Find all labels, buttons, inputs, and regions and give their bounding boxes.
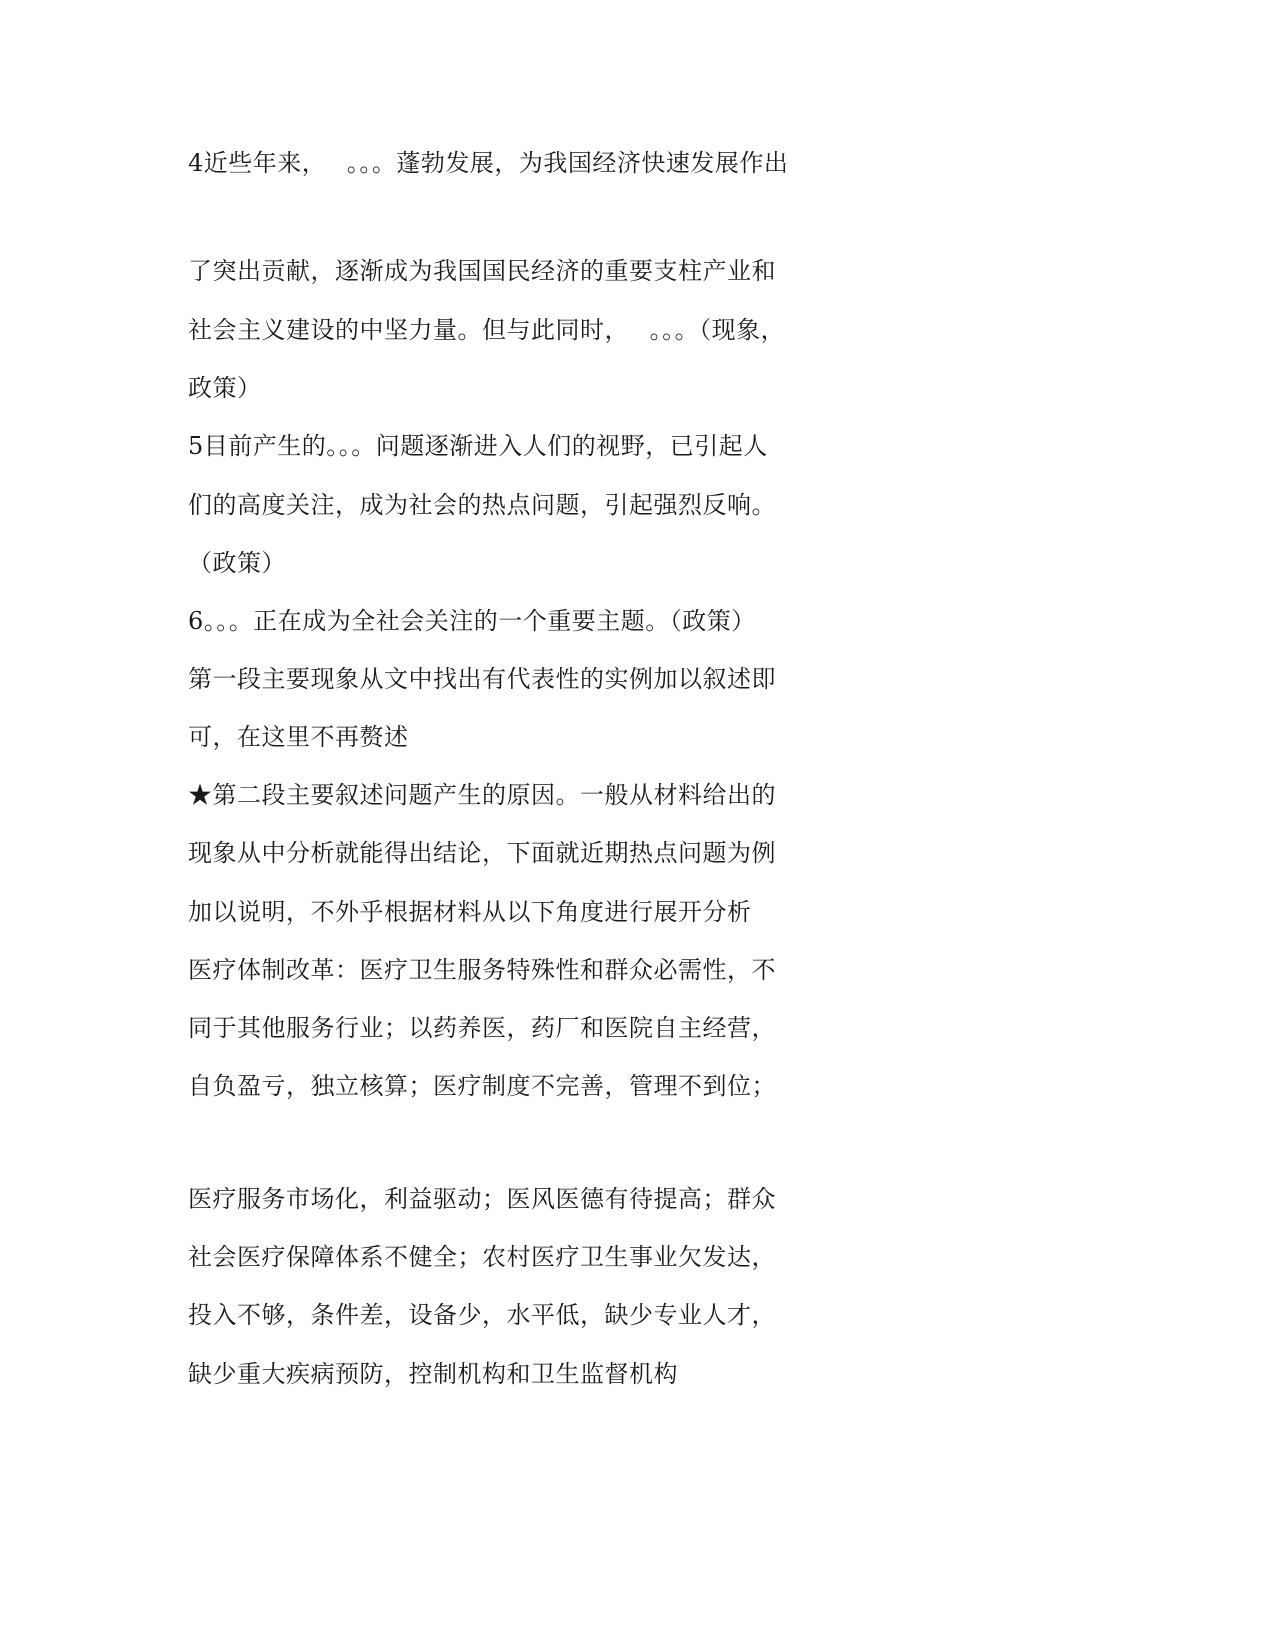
text-line-17: 医疗服务市场化，利益驱动；医风医德有待提高；群众 — [188, 1185, 776, 1213]
text-line-15: 同于其他服务行业；以药养医，药厂和医院自主经营， — [188, 1014, 776, 1042]
text-line-2: 了突出贡献，逐渐成为我国国民经济的重要支柱产业和 — [188, 257, 776, 285]
text-line-13: 加以说明，不外乎根据材料从以下角度进行展开分析 — [188, 898, 752, 926]
text-line-9: 第一段主要现象从文中找出有代表性的实例加以叙述即 — [188, 665, 776, 693]
text-line-10: 可，在这里不再赘述 — [188, 723, 409, 751]
text-line-11: ★第二段主要叙述问题产生的原因。一般从材料给出的 — [188, 781, 776, 809]
text-line-8: 6。。。正在成为全社会关注的一个重要主题。（政策） — [188, 607, 756, 635]
text-line-18: 社会医疗保障体系不健全；农村医疗卫生事业欠发达， — [188, 1243, 776, 1271]
text-line-19: 投入不够，条件差，设备少，水平低，缺少专业人才， — [188, 1301, 776, 1329]
text-line-16: 自负盈亏，独立核算；医疗制度不完善，管理不到位； — [188, 1072, 776, 1100]
text-line-3: 社会主义建设的中坚力量。但与此同时， 。。。（现象， — [188, 316, 786, 344]
text-line-1: 4近些年来， 。。。蓬勃发展，为我国经济快速发展作出 — [188, 149, 789, 177]
text-line-5: 5目前产生的。。。问题逐渐进入人们的视野，已引起人 — [188, 432, 768, 460]
text-line-4: 政策） — [188, 374, 262, 402]
text-line-14: 医疗体制改革：医疗卫生服务特殊性和群众必需性，不 — [188, 956, 776, 984]
text-line-6: 们的高度关注，成为社会的热点问题，引起强烈反响。 — [188, 491, 776, 519]
text-line-20: 缺少重大疾病预防，控制机构和卫生监督机构 — [188, 1360, 678, 1388]
text-line-12: 现象从中分析就能得出结论，下面就近期热点问题为例 — [188, 839, 776, 867]
text-line-7: （政策） — [188, 549, 286, 577]
